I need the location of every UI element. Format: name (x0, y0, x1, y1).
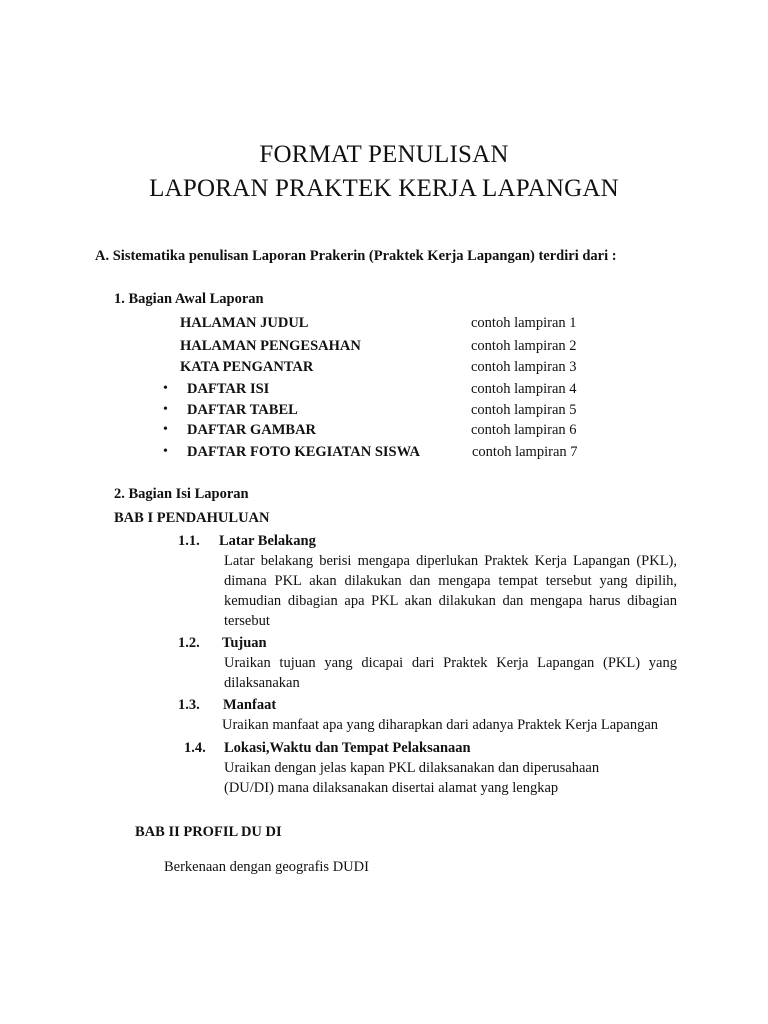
subsection-number: 1.1. (178, 533, 200, 549)
bullet-icon: • (163, 422, 168, 437)
section-a-heading: A. Sistematika penulisan Laporan Prakerin (Praktek Kerja Lapangan) terdiri dari : (95, 248, 617, 264)
subsection-title: Manfaat (223, 697, 277, 713)
subsection-text-line: (DU/DI) mana dilaksanakan disertai alamat yang lengkap (224, 780, 559, 796)
title-line-2: LAPORAN PRAKTEK KERJA LAPANGAN (149, 175, 619, 202)
subsection-text: Uraikan manfaat apa yang diharapkan dari adanya Praktek Kerja Lapangan (222, 717, 658, 733)
bagian-awal-heading: 1. Bagian Awal Laporan (114, 291, 264, 307)
list-item-ref: contoh lampiran 1 (471, 315, 577, 331)
list-item-label: DAFTAR FOTO KEGIATAN SISWA (187, 444, 420, 460)
bullet-icon: • (163, 444, 168, 459)
list-item-ref: contoh lampiran 5 (471, 402, 577, 418)
bab1-heading: BAB I PENDAHULUAN (114, 510, 270, 526)
list-item-ref: contoh lampiran 4 (471, 381, 577, 397)
subsection-number: 1.3. (178, 697, 200, 713)
list-item-label: DAFTAR ISI (187, 381, 270, 397)
subsection-title: Tujuan (222, 635, 267, 651)
subsection-text: Uraikan tujuan yang dicapai dari Praktek Kerja Lapangan (PKL) yang dilaksanakan (224, 655, 677, 691)
bab2-heading: BAB II PROFIL DU DI (135, 824, 282, 840)
bullet-icon: • (163, 402, 168, 417)
title-line-1: FORMAT PENULISAN (259, 141, 509, 168)
subsection-text: Latar belakang berisi mengapa diperlukan Praktek Kerja Lapangan (PKL), dimana PKL akan dilakukan dan mengapa tempat tersebut yang dipilih, kemudian dibagian apa PKL akan dilakukan dan mengapa harus dibagian tersebut (224, 553, 677, 629)
list-item-label: DAFTAR GAMBAR (187, 422, 317, 438)
list-item-label: HALAMAN PENGESAHAN (180, 338, 361, 354)
bullet-icon: • (163, 381, 168, 396)
list-item-label: DAFTAR TABEL (187, 402, 298, 418)
subsection-number: 1.4. (184, 740, 206, 756)
subsection-title: Latar Belakang (219, 533, 316, 549)
subsection-number: 1.2. (178, 635, 200, 651)
bab2-text: Berkenaan dengan geografis DUDI (164, 859, 369, 875)
list-item-ref: contoh lampiran 7 (472, 444, 578, 460)
subsection-title: Lokasi,Waktu dan Tempat Pelaksanaan (224, 740, 471, 756)
list-item-ref: contoh lampiran 3 (471, 359, 577, 375)
list-item-ref: contoh lampiran 2 (471, 338, 577, 354)
list-item-ref: contoh lampiran 6 (471, 422, 577, 438)
subsection-text-line: Uraikan dengan jelas kapan PKL dilaksanakan dan diperusahaan (224, 760, 600, 776)
list-item-label: KATA PENGANTAR (180, 359, 314, 375)
bagian-isi-heading: 2. Bagian Isi Laporan (114, 486, 249, 502)
list-item-label: HALAMAN JUDUL (180, 315, 309, 331)
